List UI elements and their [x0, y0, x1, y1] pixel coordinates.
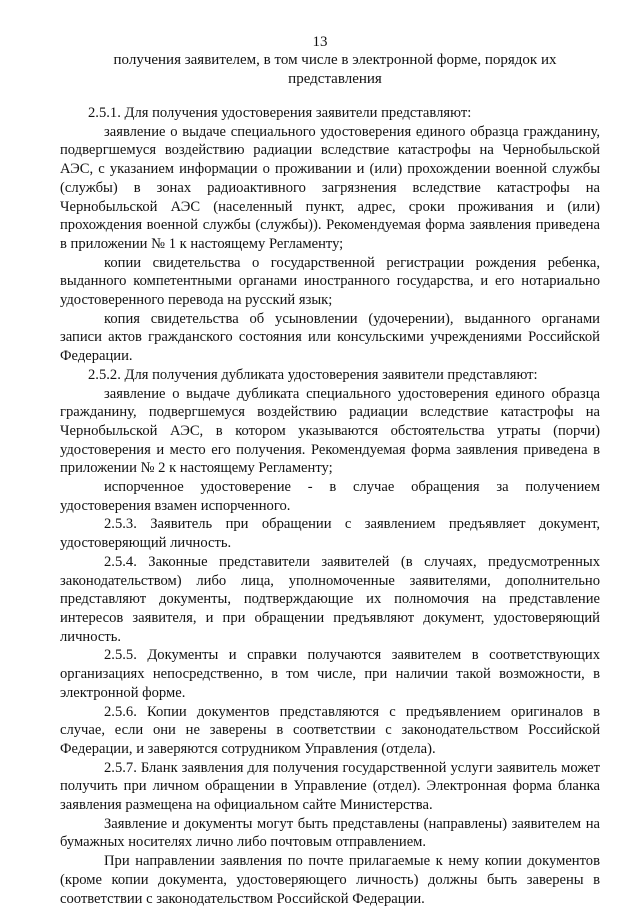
- paragraph-2-5-3: 2.5.3. Заявитель при обращении с заявлением предъявляет документ, удостоверяющий личность.: [60, 516, 600, 552]
- paragraph-birth-certificate-item: копии свидетельства о государственной регистрации рождения ребенка, выданного компетентными органами иностранного государства, и его нотариально удостоверенного перевода на русский язык;: [60, 254, 600, 309]
- paragraph-submission-methods: Заявление и документы могут быть представлены (направлены) заявителем на бумажных носителях лично либо почтовым отправлением.: [60, 815, 600, 851]
- paragraph-2-5-5: 2.5.5. Документы и справки получаются заявителем в соответствующих организациях непосредственно, в том числе, при наличии такой возможности, в электронной форме.: [60, 647, 600, 701]
- paragraph-application-item: заявление о выдаче специального удостоверения единого образца гражданину, подвергшемуся воздействию радиации вследствие катастрофы на Чернобыльской АЭС, с указанием информации о проживании и (или) прохождении военной службы (службы) в зонах радиоактивного загрязнения вследствие катастрофы на Чернобыльской АЭС (населенный пункт, адрес, сроки проживания и (или) прохождения военной службы (службы)). Рекомендуемая форма заявления приведена в приложении № 1 к настоящему Регламенту;: [60, 123, 600, 252]
- document-body: [60, 104, 600, 908]
- paragraph-2-5-6: 2.5.6. Копии документов представляются с предъявлением оригиналов в случае, если они не заверены в соответствии с законодательством Российской Федерации, и заверяются сотрудником Управления (отдела).: [60, 703, 600, 757]
- paragraph-postal-submission: При направлении заявления по почте прилагаемые к нему копии документов (кроме копии документа, удостоверяющего личность) должны быть заверены в соответствии с законодательством Российской Федерации.: [60, 853, 600, 907]
- paragraph-adoption-certificate-item: копия свидетельства об усыновлении (удочерении), выданного органами записи актов гражданского состояния или консульскими учреждениями Российской Федерации.: [60, 310, 600, 365]
- page-number: 13: [312, 34, 328, 50]
- paragraph-2-5-7: 2.5.7. Бланк заявления для получения государственной услуги заявитель может получить при личном обращении в Управление (отдел). Электронная форма бланка заявления размещена на официальном сайте Министерства.: [60, 759, 600, 814]
- paragraph-2-5-4: 2.5.4. Законные представители заявителей (в случаях, предусмотренных законодательством) либо лица, уполномоченные заявителями, дополнительно представляют документы, подтверждающие их полномочия на представление интересов заявителя, и при обращении предъявляют документ, удостоверяющий личность.: [60, 553, 600, 645]
- paragraph-damaged-certificate-item: испорченное удостоверение - в случае обращения за получением удостоверения взамен испорченного.: [60, 479, 600, 514]
- paragraph-duplicate-application-item: заявление о выдаче дубликата специального удостоверения единого образца гражданину, подвергшемуся воздействию радиации вследствие катастрофы на Чернобыльской АЭС, в котором указываются обстоятельства утраты (порчи) удостоверения и место его получения. Рекомендуемая форма заявления приведена в приложении № 2 к настоящему Регламенту;: [60, 385, 600, 477]
- paragraph-2-5-2: 2.5.2. Для получения дубликата удостоверения заявители представляют:: [88, 366, 538, 383]
- paragraph-2-5-1: 2.5.1. Для получения удостоверения заявители представляют:: [88, 105, 472, 121]
- section-heading: получения заявителем, в том числе в электронной форме, порядок их представления: [113, 52, 557, 87]
